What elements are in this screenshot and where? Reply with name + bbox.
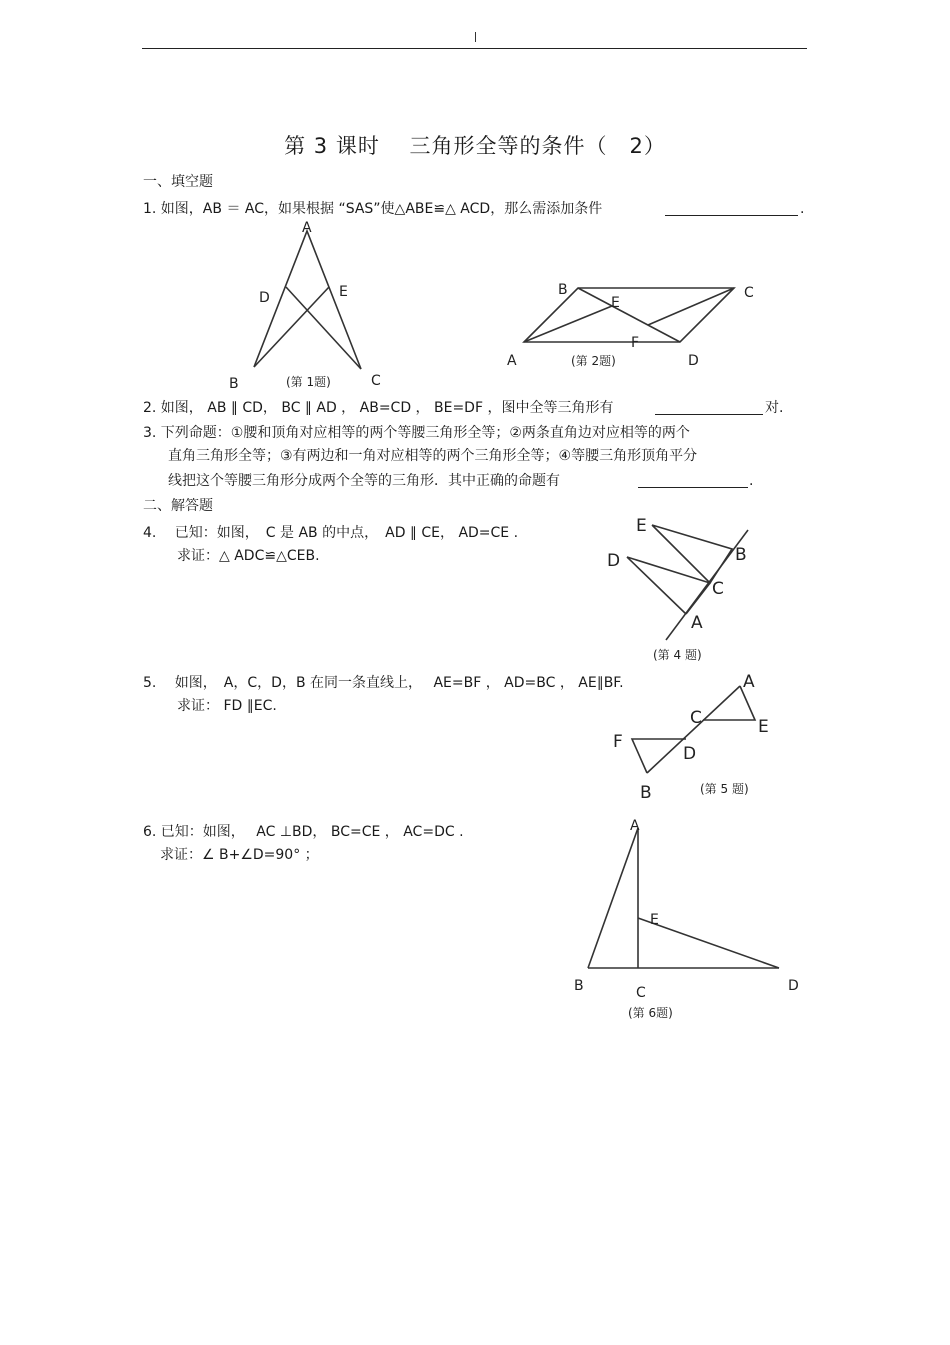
fig2-label-A: A — [507, 353, 517, 369]
question-4-line-1: 4. 已知：如图， C 是 AB 的中点， AD ∥ CE， AD=CE . — [143, 525, 519, 541]
fig5-label-D: D — [683, 744, 697, 764]
fig2-label-D: D — [688, 353, 699, 369]
fig5-label-A: A — [743, 672, 755, 692]
question-3-line-3: 线把这个等腰三角形分成两个全等的三角形．其中正确的命题有 — [168, 473, 560, 489]
fig2-label-C: C — [744, 285, 754, 301]
fig6-caption: (第 6题) — [628, 1006, 673, 1020]
fig5-caption: (第 5 题) — [700, 782, 749, 796]
section-solve: 二、解答题 — [143, 498, 213, 514]
fig6-label-E: E — [650, 912, 659, 928]
fig1-label-D: D — [259, 290, 270, 306]
question-3-line-2: 直角三角形全等；③有两边和一角对应相等的两个三角形全等；④等腰三角形顶角平分 — [168, 448, 698, 464]
fig5-label-B: B — [640, 783, 652, 803]
question-1-text: 1. 如图，AB ＝ AC，如果根据 “SAS”使△ABE≌△ ACD，那么需添加条件 — [143, 201, 603, 217]
question-1-end: . — [800, 201, 805, 217]
fig1-label-C: C — [371, 373, 381, 389]
fig2-label-F: F — [631, 335, 640, 351]
fig6-label-B: B — [574, 978, 584, 994]
page-title: 第 3 课时 三角形全等的条件（ 2） — [284, 134, 666, 158]
section-fill-in: 一、填空题 — [143, 174, 213, 190]
fig4-label-B: B — [735, 545, 747, 565]
fig5-label-F: F — [613, 732, 623, 752]
fig2-caption: (第 2题) — [571, 354, 616, 368]
question-6-line-2: 求证：∠ B+∠D=90° ； — [160, 847, 319, 863]
question-5-line-2: 求证： FD ∥EC. — [177, 698, 277, 714]
fig2-label-E: E — [611, 295, 620, 311]
fig1-label-B: B — [229, 376, 239, 392]
fig6-label-A: A — [630, 818, 640, 834]
fig1-caption: (第 1题) — [286, 375, 331, 389]
fig4-label-E: E — [636, 516, 647, 536]
question-2-end: 对. — [765, 400, 784, 416]
fig4-label-D: D — [607, 551, 621, 571]
fig6-label-D: D — [788, 978, 799, 994]
fig6-label-C: C — [636, 985, 646, 1001]
question-6-line-1: 6. 已知：如图， AC ⊥BD， BC=CE ， AC=DC . — [143, 824, 464, 840]
fig4-label-C: C — [712, 579, 724, 599]
fig6-segment-ED — [638, 918, 779, 968]
question-5-line-1: 5. 如图， A，C，D，B 在同一条直线上， AE=BF ， AD=BC ， AE∥BF. — [143, 675, 624, 691]
fig1-label-E: E — [339, 284, 348, 300]
fig6-side-AB — [588, 828, 638, 968]
fig5-label-C: C — [690, 708, 702, 728]
question-3-end: . — [749, 473, 754, 489]
fig5-label-E: E — [758, 717, 769, 737]
question-3-line-1: 3. 下列命题：①腰和顶角对应相等的两个等腰三角形全等；②两条直角边对应相等的两个 — [143, 425, 690, 441]
question-4-line-2: 求证：△ ADC≌△CEB. — [177, 548, 320, 564]
fig4-caption: (第 4 题) — [653, 648, 702, 662]
fig1-label-A: A — [302, 220, 312, 236]
fig4-label-A: A — [691, 613, 703, 633]
question-2-text: 2. 如图， AB ∥ CD， BC ∥ AD ， AB=CD ， BE=DF ，图中全等三角形有 — [143, 400, 614, 416]
fig2-label-B: B — [558, 282, 568, 298]
